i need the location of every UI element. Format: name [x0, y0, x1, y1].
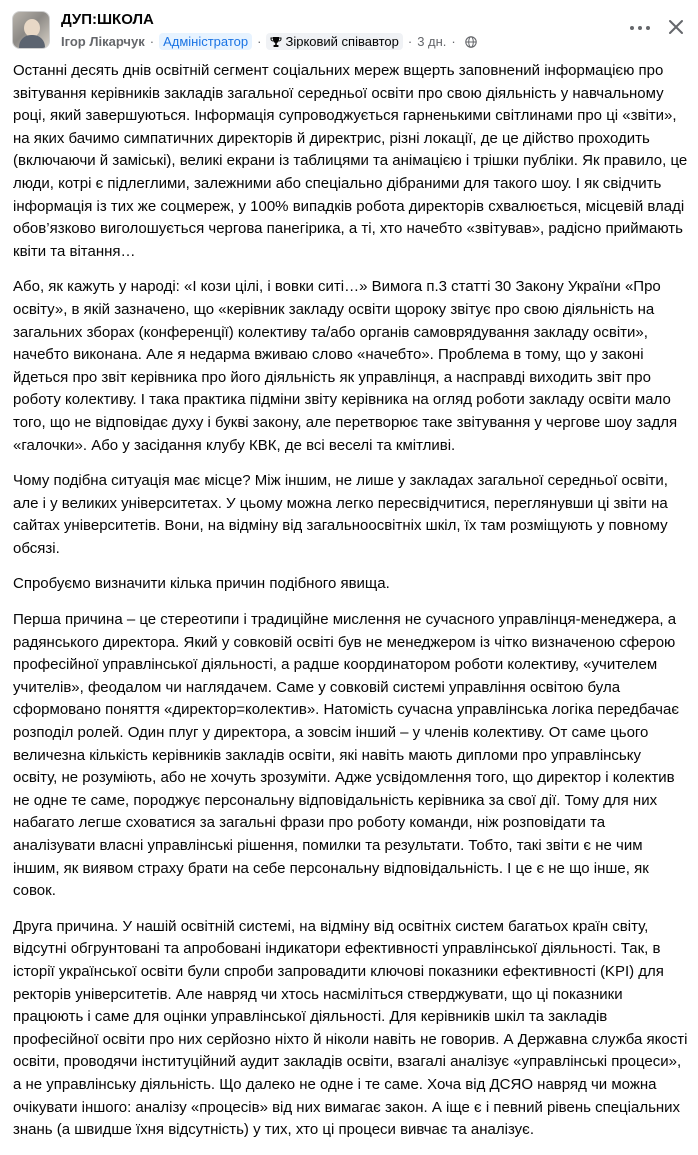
meta-separator: · [407, 34, 413, 49]
group-avatar[interactable] [12, 11, 50, 49]
post-paragraph: Друга причина. У нашій освітній системі, на відміну від освітніх систем багатьох країн світу, відсутні обгрунтовані та апробовані індикатори ефективності управлінської діяльності. Так, в історії української освіти були спроби запровадити ключові показники ефективності (KPI) для ректорів університетів. Але навряд чи хтось насміліться стверджувати, що ці показники працюють і саме для оцінки управлінської діяльності. Для керівників шкіл та закладів професійної освіти про них серйозно ніхто й ніколи навіть не говорив. А Державна служба якості освіти, проводячи інституційний аудит закладів освіти, взагалі аналізує «управлінські процеси», а не управлінську діяльність. Що далеко не одне і те саме. Хоча від ДСЯО навряд чи можна очікувати іншого: аналізу «процесів» від них вимагає закон. А іще є і певний рівень спеціальних знань (а швидше їхня відсутність) у тих, хто ці процеси вивчає та аналізує. [13, 917, 688, 1139]
post-time-link[interactable]: 3 дн. [417, 34, 447, 49]
more-options-button[interactable] [626, 18, 654, 38]
meta-separator: · [451, 34, 456, 49]
star-contributor-label: Зірковий співавтор [285, 34, 399, 49]
post-header [0, 0, 698, 58]
post-body [13, 60, 688, 1155]
author-name-link[interactable]: Ігор Лікарчук [61, 34, 145, 49]
post-paragraph: Чому подібна ситуація має місце? Між іншим, не лише у закладах загальної середньої освіти, але і у великих університетах. У цьому можна легко пересвідчитися, переглянувши ці звіти на сайтах університетів. Вони, на відміну від загальноосвітніх шкіл, їх там розміщують у повному обсязі. [13, 472, 668, 557]
meta-separator: · [257, 34, 262, 49]
group-name-link[interactable]: ДУП:ШКОЛА [61, 11, 154, 28]
admin-badge[interactable]: Адміністратор [159, 33, 252, 50]
trophy-icon [270, 36, 282, 48]
post-paragraph: Спробуємо визначити кілька причин подібного явища. [13, 575, 390, 593]
star-contributor-badge[interactable] [266, 33, 402, 50]
globe-icon[interactable] [465, 36, 477, 48]
close-icon[interactable] [666, 17, 686, 37]
post-paragraph: Або, як кажуть у народі: «І кози цілі, і вовки ситі…» Вимога п.3 статті 30 Закону України «Про освіту», в якій зазначено, що «керівник закладу освіти щороку звітує про свою діяльність на загальних зборах (конференції) колективу та/або органів самоврядування закладу освіти», начебто виконана. Але я недарма вживаю слово «начебто». Проблема в тому, що у законі йдеться про звіт керівника про його діяльність як управлінця, а насправді виходить звіт про роботу колективу. І така практика підміни звіту керівника на огляд роботи закладу освіти мало того, що не відповідає духу і букві закону, але перетворює таке звітування у чергове шоу задля «галочки». Або у засідання клубу КВК, де всі веселі та кмітливі. [13, 278, 678, 454]
post-meta [61, 33, 477, 50]
post-paragraph: Перша причина – це стереотипи і традиційне мислення не сучасного управлінця-менеджера, а радянського директора. Який у совковій освіті був не менеджером із чітко визначеною сферою професійної управлінської діяльності, а радше координатором роботи колективу, «учителем учителів», феодалом чи наглядачем. Саме у совковій системі управління освітою була сформовано поняття «директор=колектив». Натомість сучасна управлінська логіка передбачає розподіл ролей. Один плуг у директора, а зовсім інший – у членів колективу. От саме цього величезна кількість керівників закладів освіти, які навіть мають дипломи про управлінську освіту, не розуміють, або не хочуть зрозуміти. Адже усвідомлення того, що директор і колектив не одне те саме, породжує персональну відповідальність керівника за свої дії. Тому для них набагато легше сховатися за загальні фрази про роботу команди, ніж розповідати та аналізувати власні управлінські рішення, помилки та результати. Тобто, такі звіти є не чим іншим, як виявом страху брати на себе персональну відповідальність. І це є не що інше, як совок. [13, 611, 679, 900]
avatar-body [19, 35, 45, 49]
meta-separator: · [149, 34, 155, 49]
post-paragraph: Останні десять днів освітній сегмент соціальних мереж вщерть заповнений інформацією про звітування керівників закладів загальної середньої освіти про свою діяльність у навчальному році, який завершуються. Інформація супроводжується гарненькими світлинами про ці «звіти», на яких бачимо симпатичних директорів й директрис, різні локації, де це дійство проходить (включаючи й заміські), великі екрани із таблицями та анімацією і трішки публіки. Як правило, це люди, котрі є підлеглими, залежними або спеціально дібраними для такого шоу. І як свідчить інформація із тих же соцмереж, у 100% випадків робота директорів схвалюється, місцевій владі обов’язково виголошується чергова панегірика, а ті, хто начебто «звітував», радісно приймають квіти та вітання… [13, 62, 688, 260]
more-icon [630, 26, 634, 30]
